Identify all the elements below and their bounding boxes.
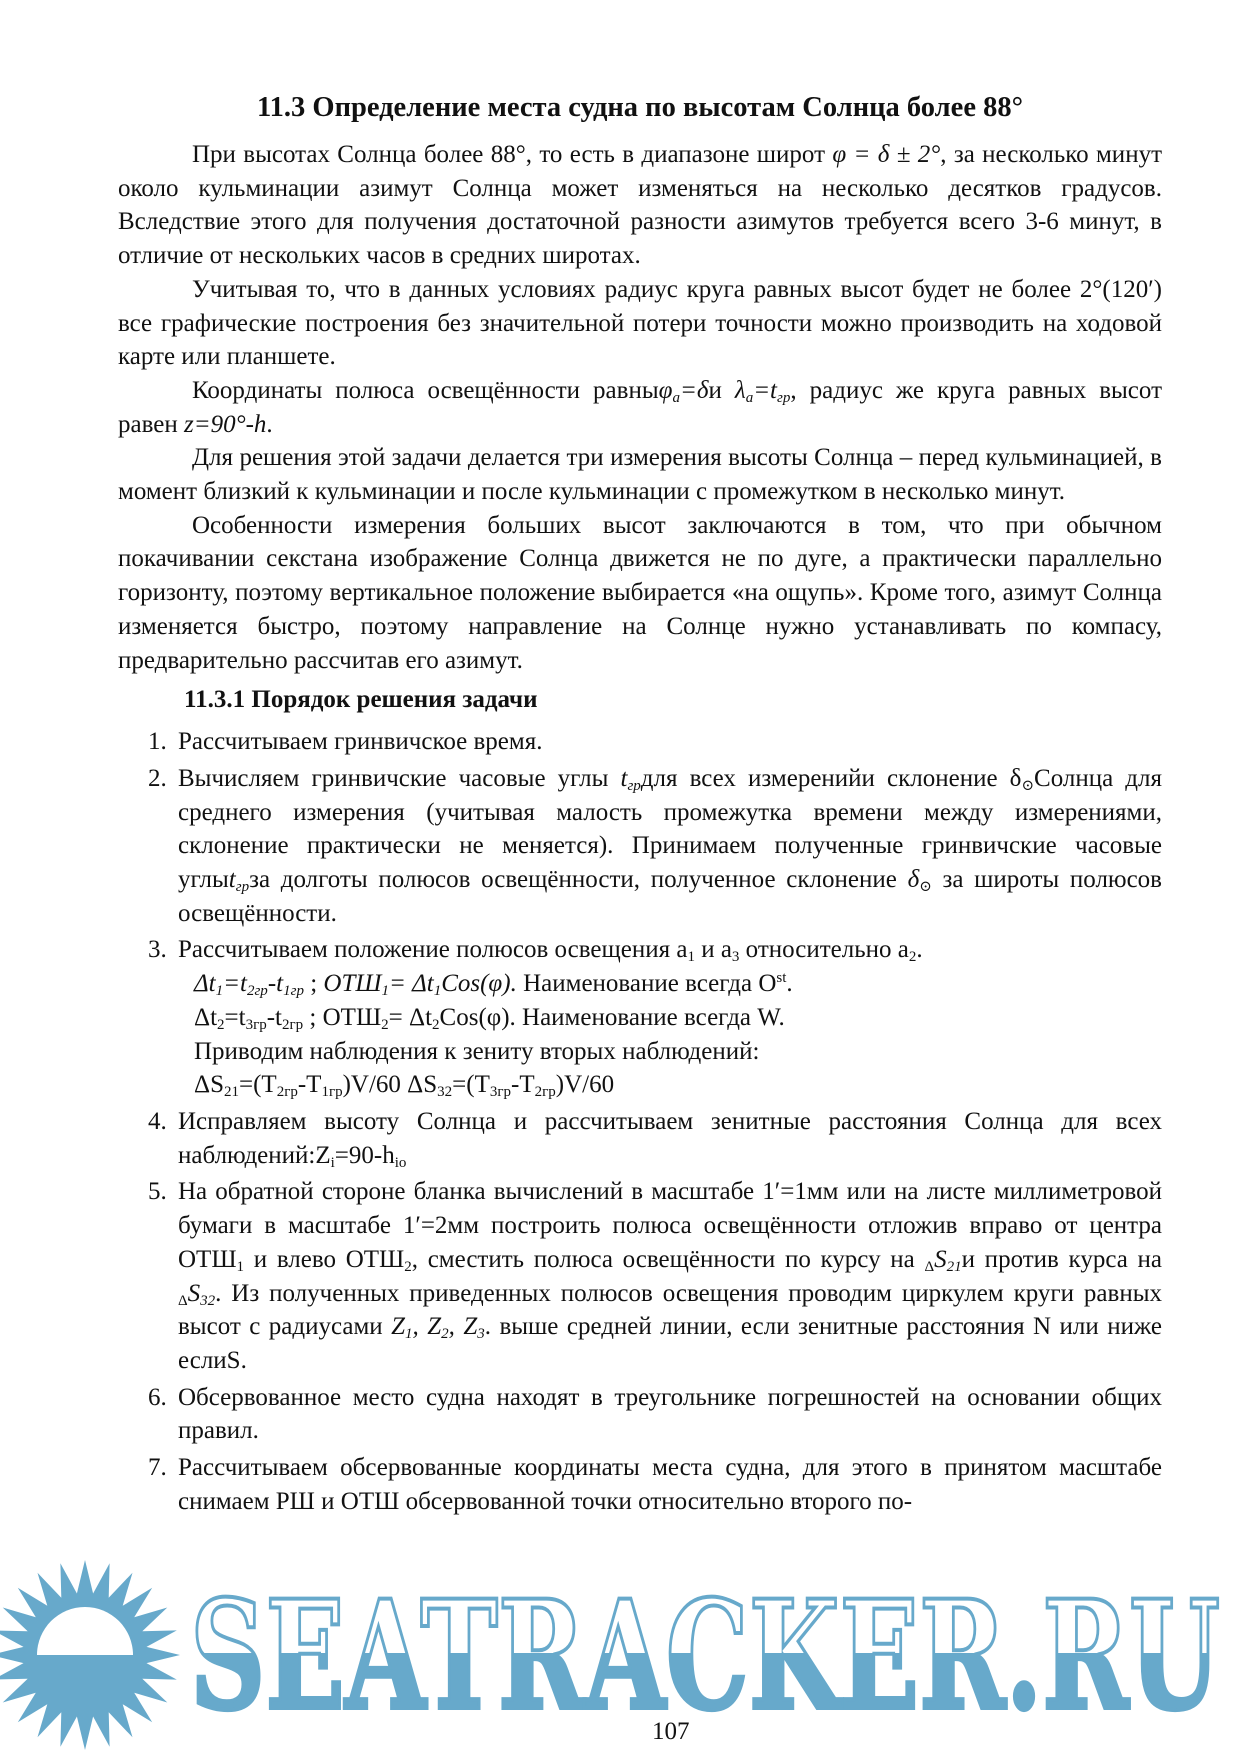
- text-run: -t: [266, 1003, 283, 1031]
- sun-icon: [0, 1560, 180, 1750]
- text-run: При высотах Солнца более 88°, то есть в диапазоне широт: [192, 141, 833, 168]
- text-run: . Из полученных приведенных полюсов освещения проводим циркулем круги равных высот с радиусами: [178, 1279, 1162, 1341]
- text-run: 2гр: [282, 1016, 304, 1033]
- list-text: [178, 1178, 1162, 1374]
- list-text: [178, 765, 1162, 927]
- list-item: [118, 1381, 1162, 1448]
- text-run: и против курса на: [961, 1245, 1162, 1273]
- seatracker-watermark-logo: [0, 1560, 1240, 1754]
- text-run: 21: [946, 1258, 962, 1275]
- paragraph: [118, 138, 1162, 273]
- formula-line: [178, 1001, 1162, 1035]
- subsection-heading: 11.3.1 Порядок решения задачи: [184, 686, 538, 714]
- text-run: = Δt: [388, 1003, 433, 1031]
- text-run: z=90°-h: [183, 410, 267, 438]
- text-run: для всех измеренийи склонение δ: [640, 764, 1022, 792]
- text-run: Обсервованное место судна находят в треугольнике погрешностей на основании общих правил.: [178, 1383, 1162, 1445]
- text-run: 1: [405, 1326, 413, 1343]
- list-text: [178, 933, 1162, 967]
- text-run: io: [394, 1154, 407, 1171]
- text-run: 2гр: [276, 1084, 298, 1101]
- text-run: , радиус же круга равных высот равен: [118, 376, 1162, 438]
- list-item: [118, 1105, 1162, 1172]
- text-run: Для решения этой задачи делается три измерения высоты Солнца – перед кульминацией, в момент близкий к кульминации и после кульминации с промежутком в несколько минут.: [118, 444, 1162, 506]
- text-run: 2гр: [246, 983, 268, 1000]
- formula-line: [178, 1068, 1162, 1102]
- list-text: [178, 1454, 1162, 1515]
- text-run: 3: [477, 1326, 485, 1343]
- text-run: Рассчитываем положение полюсов освещения a: [178, 936, 688, 964]
- text-run: φ = δ ± 2°: [832, 141, 941, 168]
- text-run: 2: [404, 1258, 412, 1275]
- text-run: .: [266, 410, 273, 438]
- text-run: 3гр: [489, 1084, 512, 1101]
- list-item: [118, 762, 1162, 931]
- text-run: 1: [433, 983, 442, 1000]
- list-item: [118, 933, 1162, 1102]
- section-title: 11.3 Определение места судна по высотам Солнца более 88°: [256, 92, 1023, 123]
- text-run: Рассчитываем гринвичское время.: [178, 728, 543, 756]
- text-run: ;: [303, 970, 324, 998]
- text-run: , за несколько минут около кульминации азимут Солнца может изменяться на несколько десятков градусов. Вследствие этого для получения достаточной разности азимутов требуется всего 3-6 минут, в отличие от нескольких часов в средних широтах.: [118, 141, 1162, 270]
- text-run: )V/60: [555, 1071, 615, 1099]
- document-page: [118, 88, 1162, 1521]
- list-item: [118, 1175, 1162, 1377]
- text-run: 2: [217, 1016, 225, 1033]
- text-run: Исправляем высоту Солнца и рассчитываем зенитные расстояния Солнца для всех наблюдений:Z: [178, 1107, 1162, 1169]
- text-run: -T: [297, 1071, 322, 1099]
- text-run: a: [672, 389, 680, 406]
- text-run: Z: [391, 1313, 406, 1341]
- text-run: φ: [658, 376, 673, 404]
- text-run: ΔS: [194, 1071, 224, 1099]
- text-run: 2гр: [534, 1084, 556, 1101]
- formula-line: [178, 1035, 1162, 1069]
- text-run: 1: [236, 1258, 245, 1275]
- text-run: .: [916, 936, 923, 964]
- text-run: ⊙: [919, 879, 932, 896]
- text-run: st: [776, 970, 787, 987]
- list-number: 5.: [148, 1178, 167, 1206]
- text-run: =δ: [679, 376, 709, 404]
- paragraph: [118, 273, 1162, 374]
- paragraph: [118, 441, 1162, 508]
- text-run: =t: [223, 970, 247, 998]
- text-run: 1гр: [321, 1084, 343, 1101]
- text-run: =(T: [452, 1071, 490, 1099]
- text-run: )V/60 ΔS: [342, 1071, 438, 1099]
- paragraph: [118, 374, 1162, 441]
- text-run: λ: [734, 376, 746, 404]
- text-run: 3гр: [245, 1016, 267, 1033]
- list-text: [178, 1384, 1162, 1445]
- text-run: Δ: [924, 1258, 935, 1275]
- text-run: Вычисляем гринвичские часовые углы: [178, 764, 621, 792]
- text-run: ОТШ: [323, 970, 382, 998]
- text-run: Cos(φ).: [441, 970, 517, 998]
- text-run: за широты полюсов освещённости.: [178, 866, 1162, 927]
- list-text: [178, 725, 1162, 759]
- list-number: 3.: [148, 936, 167, 964]
- text-run: Солнца для среднего измерения (учитывая малость промежутка времени между измерениями, склонение практически не меняется). Принимаем полученные гринвичские часовые углы: [178, 764, 1162, 894]
- text-run: Δ: [178, 1292, 188, 1309]
- text-run: и a: [694, 936, 732, 964]
- text-run: гр: [777, 389, 791, 406]
- paragraph: [118, 509, 1162, 678]
- list-item: [118, 725, 1162, 759]
- list-number: 7.: [148, 1454, 167, 1482]
- text-run: = Δt: [388, 970, 434, 998]
- text-run: S: [934, 1245, 947, 1273]
- text-run: 32: [437, 1084, 453, 1101]
- text-run: и: [708, 376, 735, 404]
- text-run: S: [187, 1279, 201, 1307]
- text-run: относительно a: [739, 936, 909, 964]
- text-run: гр: [235, 879, 250, 896]
- text-run: , сместить полюса освещённости по курсу на: [411, 1245, 925, 1273]
- text-run: 2: [441, 1326, 449, 1343]
- text-run: =90-h: [334, 1141, 395, 1169]
- text-run: =t: [224, 1003, 246, 1031]
- steps-list: [118, 725, 1162, 1518]
- text-run: за долготы полюсов освещённости, полученное склонение: [249, 866, 908, 894]
- body-paragraphs: [118, 138, 1162, 677]
- list-text: [178, 1108, 1162, 1169]
- text-run: гр: [627, 777, 641, 794]
- text-run: ⊙: [1021, 777, 1035, 794]
- text-run: Особенности измерения больших высот заключаются в том, что при обычном покачивании секстана изображение Солнца движется не по дуге, а практически параллельно горизонту, поэтому вертикальное положение выбирается «на ощупь». Кроме того, азимут Солнца изменяется быстро, поэтому направление на Солнце нужно устанавливать по компасу, предварительно рассчитав его азимут.: [118, 511, 1162, 674]
- text-run: Наименование всегда O: [516, 970, 777, 998]
- text-run: . выше средней линии, если зенитные расстояния N или ниже еслиS.: [178, 1313, 1162, 1374]
- text-run: 2: [432, 1016, 440, 1033]
- text-run: 1: [215, 983, 224, 1000]
- text-run: 1: [381, 983, 389, 1000]
- text-run: На обратной стороне бланка вычислений в масштабе 1′=1мм или на листе миллиметровой бумаги в масштабе 1′=2мм построить полюса освещённости отложив вправо от центра ОТШ: [178, 1178, 1162, 1273]
- text-run: i: [330, 1154, 335, 1171]
- text-run: a: [745, 389, 754, 406]
- list-number: 4.: [148, 1107, 167, 1135]
- text-run: 3: [731, 949, 740, 966]
- text-run: , Z: [448, 1313, 478, 1341]
- list-number: 1.: [148, 728, 167, 756]
- text-run: Δt: [194, 1003, 218, 1031]
- text-run: =(T: [238, 1071, 277, 1099]
- text-run: , Z: [412, 1313, 442, 1341]
- formula-line: [178, 967, 1162, 1001]
- page-number: 107: [652, 1718, 690, 1745]
- text-run: =t: [753, 376, 778, 404]
- text-run: и влево ОТШ: [244, 1245, 405, 1273]
- text-run: Приводим наблюдения к зениту вторых наблюдений:: [194, 1037, 760, 1065]
- text-run: t: [620, 764, 628, 792]
- watermark-text: SEATRACKER.RU: [190, 1568, 1220, 1744]
- text-run: 21: [223, 1084, 239, 1101]
- text-run: -T: [511, 1071, 535, 1099]
- text-run: Учитывая то, что в данных условиях радиус круга равных высот будет не более 2°(120′) все графические построения без значительной потери точности можно производить на ходовой карте или планшете.: [118, 275, 1162, 371]
- list-item: [118, 1451, 1162, 1518]
- list-number: 6.: [148, 1383, 167, 1411]
- text-run: Координаты полюса освещённости равны: [192, 376, 659, 404]
- text-run: .: [786, 970, 793, 998]
- text-run: 2: [381, 1016, 389, 1033]
- text-run: 1: [687, 949, 695, 966]
- text-run: ; ОТШ: [303, 1003, 382, 1031]
- text-run: Cos(φ). Наименование всегда W.: [439, 1003, 785, 1031]
- text-run: 1гр: [283, 983, 304, 1000]
- text-run: Рассчитываем обсервованные координаты места судна, для этого в принятом масштабе снимаем РШ и ОТШ обсервованной точки относительно второго по-: [178, 1454, 1162, 1515]
- text-run: -t: [267, 970, 284, 998]
- text-run: Δt: [194, 970, 216, 998]
- list-number: 2.: [148, 764, 167, 792]
- text-run: δ: [907, 866, 920, 894]
- text-run: 32: [200, 1292, 216, 1309]
- text-run: 2: [908, 949, 917, 966]
- text-run: t: [228, 866, 236, 894]
